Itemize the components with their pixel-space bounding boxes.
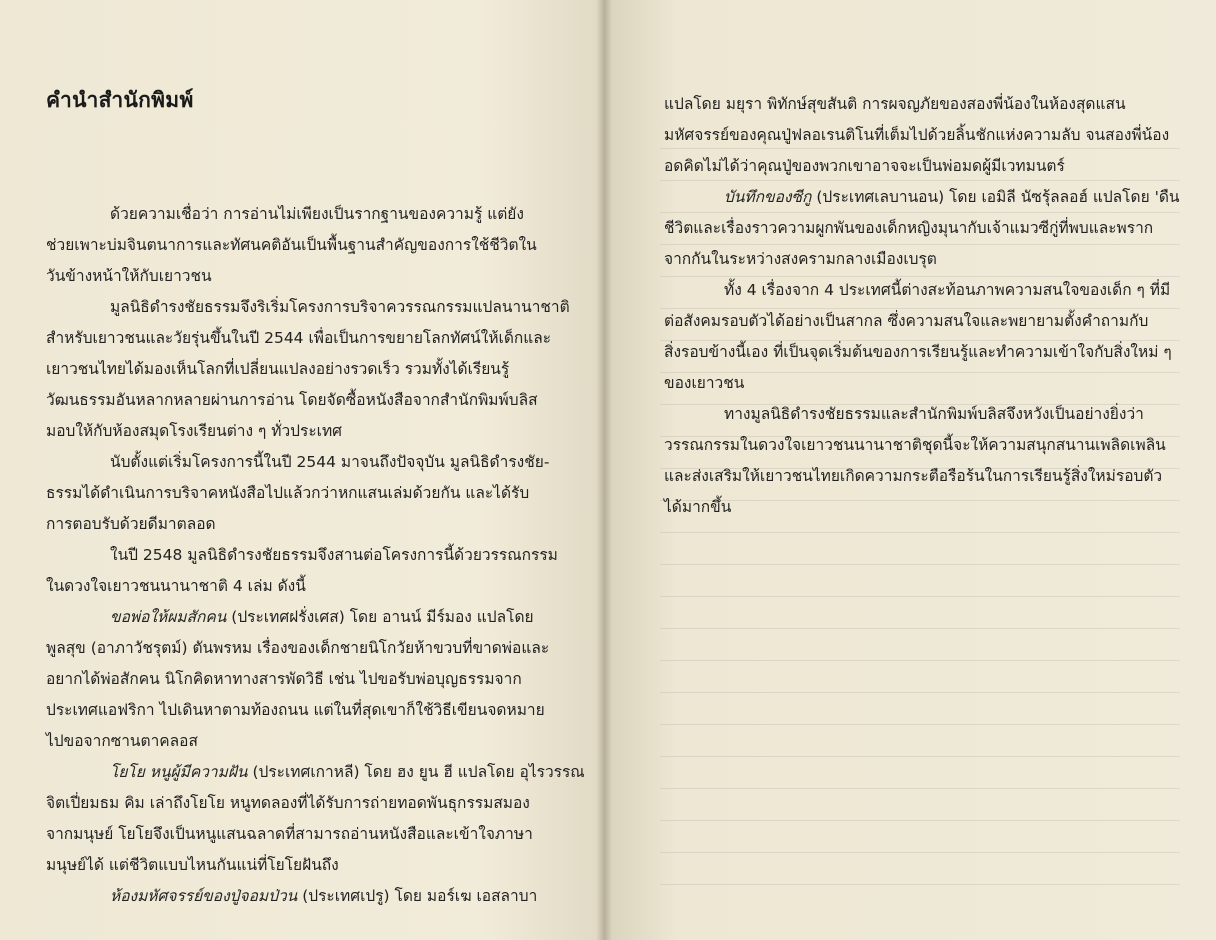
- text-line: [724, 187, 1180, 207]
- show-through-texture: [660, 130, 1180, 910]
- text-line: พูลสุข (อาภาวัชรุตม์) ตันพรหม เรื่องของเด็กชายนิโกวัยห้าขวบที่ขาดพ่อและ: [46, 639, 550, 657]
- text-line: สิ่งรอบข้างนี้เอง ที่เป็นจุดเริ่มต้นของการเรียนรู้และทำความเข้าใจกับสิ่งใหม่ ๆ: [664, 343, 1172, 361]
- text-line: [110, 607, 534, 627]
- text-line: ชีวิตและเรื่องราวความผูกพันของเด็กหญิงมุนากับเจ้าแมวซีกู่ที่พบและพราก: [664, 219, 1154, 237]
- text-line: ธรรมได้ดำเนินการบริจาคหนังสือไปแล้วกว่าหกแสนเล่มด้วยกัน และได้รับ: [46, 484, 530, 502]
- text-line: วันข้างหน้าให้กับเยาวชน: [46, 267, 212, 285]
- text-line: สำหรับเยาวชนและวัยรุ่นขึ้นในปี 2544 เพื่อเป็นการขยายโลกทัศน์ให้เด็กและ: [46, 329, 552, 347]
- text-line: อยากได้พ่อสักคน นิโกคิดหาทางสารพัดวิธี เช่น ไปขอรับพ่อบุญธรรมจาก: [46, 670, 522, 688]
- text-line: ทั้ง 4 เรื่องจาก 4 ประเทศนี้ต่างสะท้อนภาพความสนใจของเด็ก ๆ ที่มี: [724, 281, 1171, 299]
- text-span: (ประเทศเลบานอน) โดย เอมิลี นัซรุ้ลลอฮ์ แปลโดย 'ดืน: [816, 188, 1180, 206]
- text-line: ของเยาวชน: [664, 374, 745, 392]
- text-line: วัฒนธรรมอันหลากหลายผ่านการอ่าน โดยจัดซื้อหนังสือจากสำนักพิมพ์บลิส: [46, 391, 538, 409]
- text-line: มูลนิธิดำรงชัยธรรมจึงริเริ่มโครงการบริจาควรรณกรรมแปลนานาชาติ: [110, 298, 570, 316]
- page-heading: คำนำสำนักพิมพ์: [46, 88, 194, 112]
- text-line: [110, 762, 585, 782]
- text-line: ช่วยเพาะบ่มจินตนาการและทัศนคติอันเป็นพื้นฐานสำคัญของการใช้ชีวิตใน: [46, 236, 537, 254]
- text-line: จากมนุษย์ โยโยจึงเป็นหนูแสนฉลาดที่สามารถอ่านหนังสือและเข้าใจภาษา: [46, 825, 533, 843]
- text-line: ประเทศแอฟริกา ไปเดินหาตามท้องถนน แต่ในที่สุดเขาก็ใช้วิธีเขียนจดหมาย: [46, 701, 545, 719]
- text-line: [110, 886, 537, 906]
- text-line: จิตเปี่ยมธม คิม เล่าถึงโยโย หนูทดลองที่ได้รับการถ่ายทอดพันธุกรรมสมอง: [46, 794, 530, 812]
- text-span: (ประเทศเปรู) โดย มอร์เฆ เอสลาบา: [302, 887, 538, 905]
- text-line: อดคิดไม่ได้ว่าคุณปู่ของพวกเขาอาจจะเป็นพ่อมดผู้มีเวทมนตร์: [664, 157, 1065, 175]
- text-line: ไปขอจากซานตาคลอส: [46, 732, 198, 750]
- text-line: ด้วยความเชื่อว่า การอ่านไม่เพียงเป็นรากฐานของความรู้ แต่ยัง: [110, 205, 524, 223]
- text-line: และส่งเสริมให้เยาวชนไทยเกิดความกระตือรือร้นในการเรียนรู้สิ่งใหม่รอบตัว: [664, 467, 1163, 485]
- text-line: วรรณกรรมในดวงใจเยาวชนนานาชาติชุดนี้จะให้ความสนุกสนานเพลิดเพลิน: [664, 436, 1166, 454]
- book-title: ห้องมหัศจรรย์ของปู่จอมป่วน: [110, 887, 298, 905]
- book-title: บันทึกของซีกู: [724, 188, 812, 206]
- text-line: มหัศจรรย์ของคุณปู่ฟลอเรนติโนที่เต็มไปด้วยลิ้นชักแห่งความลับ จนสองพี่น้อง: [664, 126, 1170, 144]
- left-page: [0, 0, 604, 940]
- right-page: [604, 0, 1216, 940]
- book-title: โยโย หนูผู้มีความฝัน: [110, 763, 248, 781]
- text-line: ในดวงใจเยาวชนนานาชาติ 4 เล่ม ดังนี้: [46, 577, 306, 595]
- text-span: (ประเทศฝรั่งเศส) โดย อานน์ มีร์มอง แปลโดย: [231, 608, 534, 626]
- text-line: จากกันในระหว่างสงครามกลางเมืองเบรุต: [664, 250, 937, 268]
- text-line: ได้มากขึ้น: [664, 498, 732, 516]
- book-title: ขอพ่อให้ผมสักคน: [110, 608, 227, 626]
- text-line: เยาวชนไทยได้มองเห็นโลกที่เปลี่ยนแปลงอย่างรวดเร็ว รวมทั้งได้เรียนรู้: [46, 360, 510, 378]
- text-line: ทางมูลนิธิดำรงชัยธรรมและสำนักพิมพ์บลิสจึงหวังเป็นอย่างยิ่งว่า: [724, 405, 1144, 423]
- text-line: การตอบรับด้วยดีมาตลอด: [46, 515, 216, 533]
- text-line: แปลโดย มยุรา พิทักษ์สุขสันติ การผจญภัยของสองพี่น้องในห้องสุดแสน: [664, 95, 1126, 113]
- text-line: ต่อสังคมรอบตัวได้อย่างเป็นสากล ซึ่งความสนใจและพยายามตั้งคำถามกับ: [664, 312, 1149, 330]
- text-span: (ประเทศเกาหลี) โดย ฮง ยูน ฮี แปลโดย อุไรวรรณ: [252, 763, 585, 781]
- text-line: มนุษย์ได้ แต่ชีวิตแบบไหนกันแน่ที่โยโยฝันถึง: [46, 856, 339, 874]
- text-line: มอบให้กับห้องสมุดโรงเรียนต่าง ๆ ทั่วประเทศ: [46, 422, 343, 440]
- book-gutter: [596, 0, 612, 940]
- text-line: นับตั้งแต่เริ่มโครงการนี้ในปี 2544 มาจนถึงปัจจุบัน มูลนิธิดำรงชัย-: [110, 453, 550, 471]
- text-line: ในปี 2548 มูลนิธิดำรงชัยธรรมจึงสานต่อโครงการนี้ด้วยวรรณกรรม: [110, 546, 558, 564]
